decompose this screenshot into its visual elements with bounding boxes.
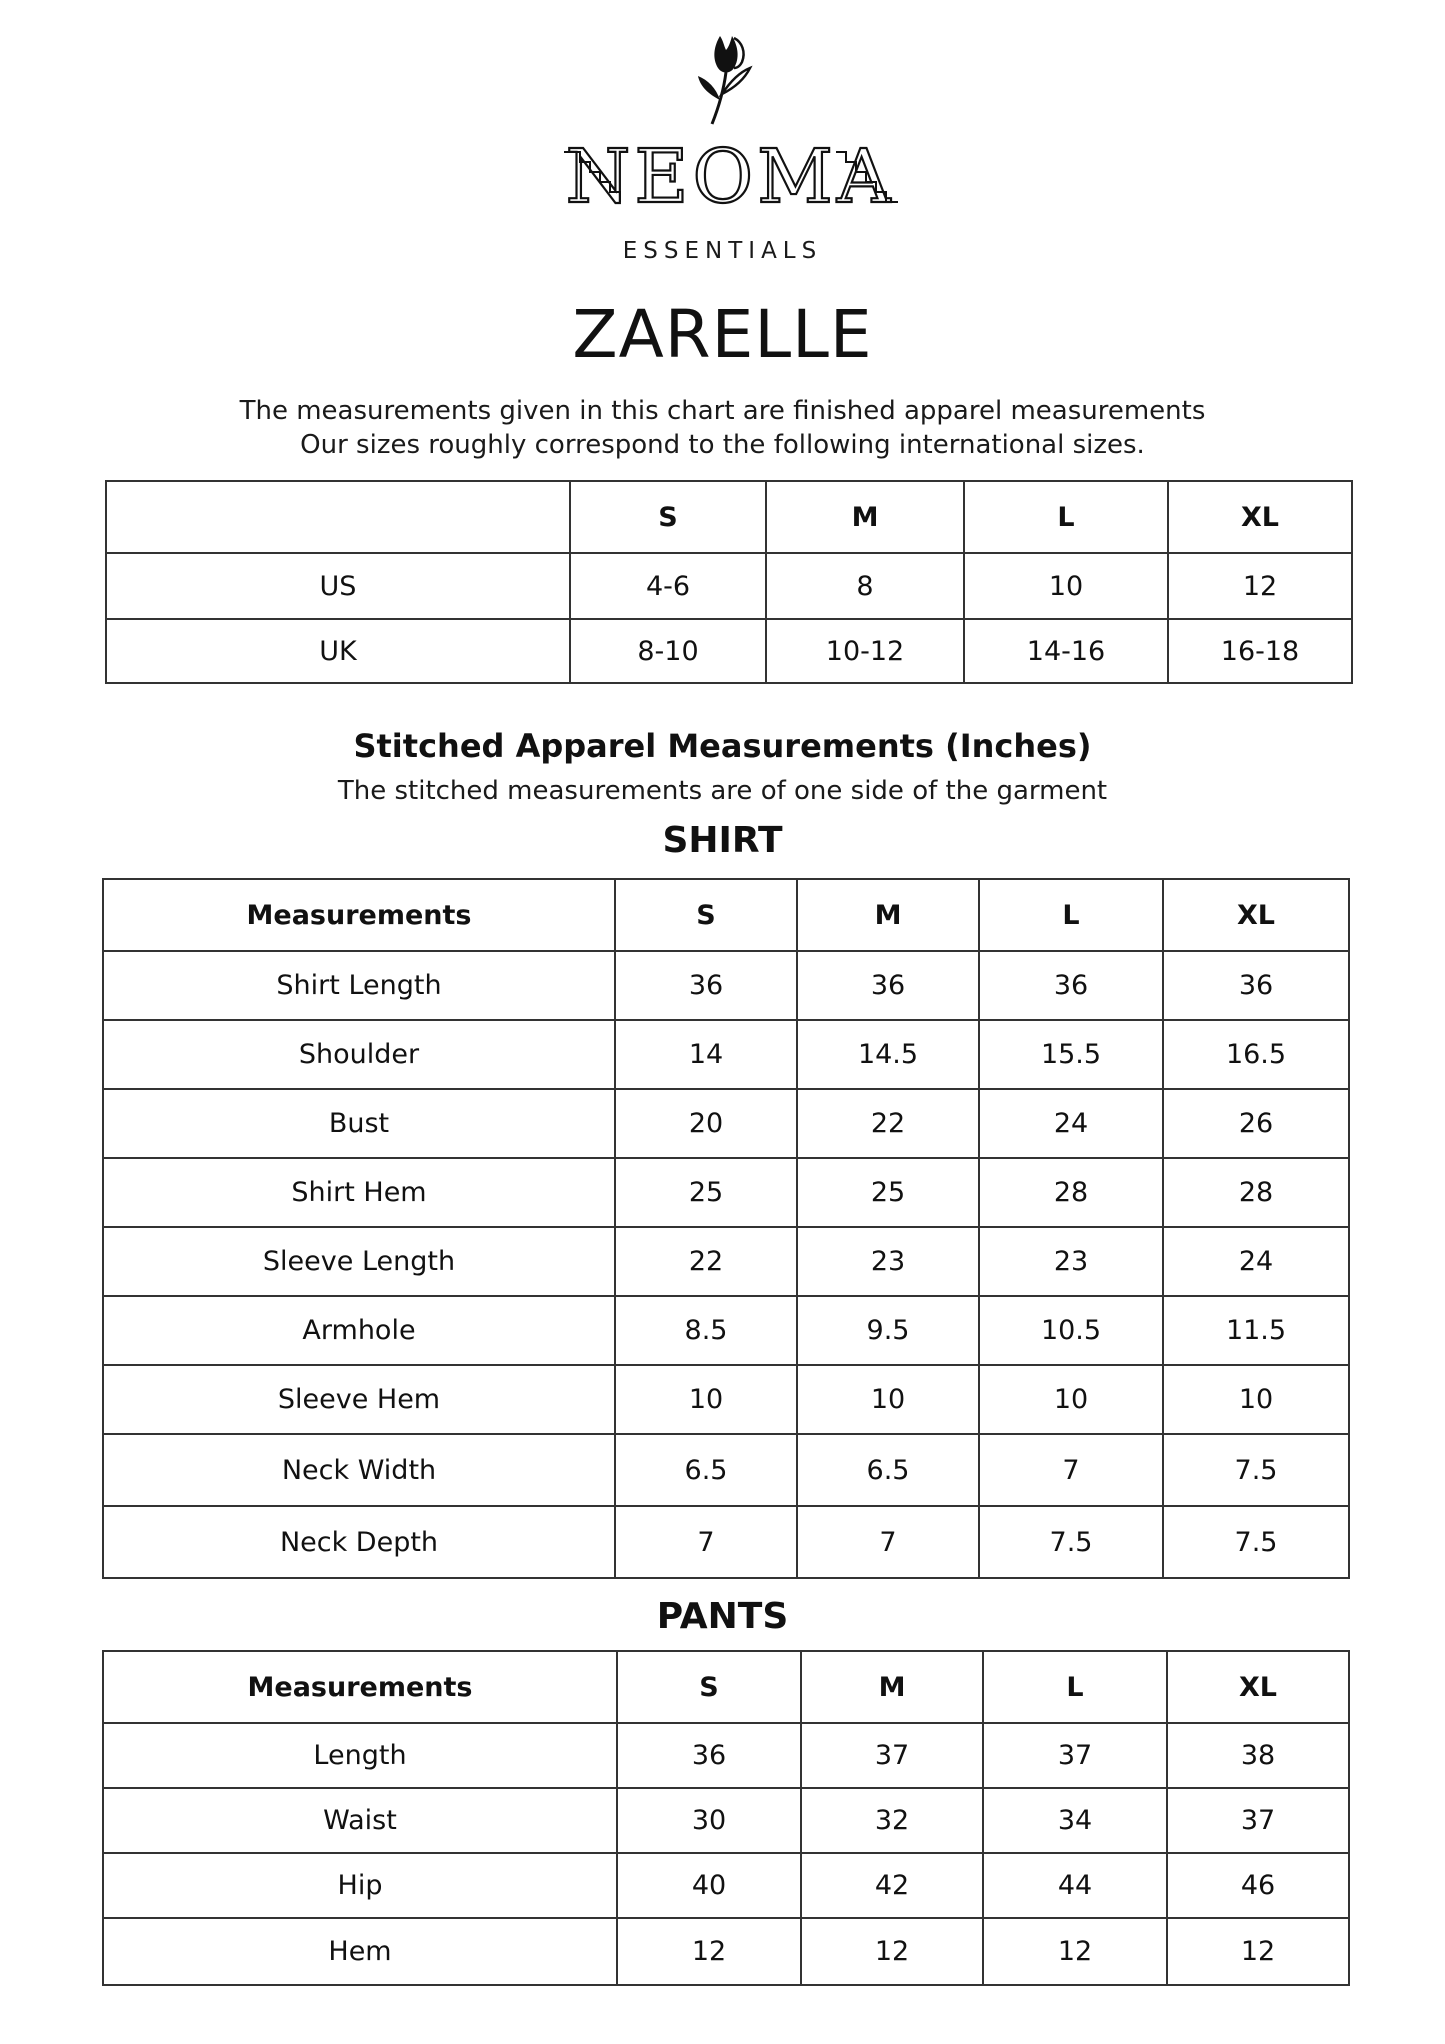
table-cell: 36 xyxy=(797,951,979,1020)
table-cell: 25 xyxy=(615,1158,797,1227)
table-cell: 15.5 xyxy=(979,1020,1163,1089)
table-cell: 36 xyxy=(615,951,797,1020)
row-label: Sleeve Length xyxy=(103,1227,615,1296)
table-cell: 34 xyxy=(983,1788,1167,1853)
row-label: Neck Depth xyxy=(103,1506,615,1578)
row-label: UK xyxy=(106,619,570,683)
row-label: Hem xyxy=(103,1918,617,1985)
row-label: Shirt Hem xyxy=(103,1158,615,1227)
table-cell: 37 xyxy=(1167,1788,1349,1853)
row-label: Waist xyxy=(103,1788,617,1853)
table-cell: 4-6 xyxy=(570,553,766,619)
table-row xyxy=(106,619,1352,683)
table-cell: 46 xyxy=(1167,1853,1349,1918)
table-cell: 12 xyxy=(617,1918,801,1985)
size-header-m: M xyxy=(766,481,964,553)
row-label: Shirt Length xyxy=(103,951,615,1020)
pants-table-header xyxy=(103,1651,1349,1723)
stitched-heading: Stitched Apparel Measurements (Inches) xyxy=(353,727,1092,765)
size-header-xl: XL xyxy=(1163,879,1349,951)
shirt-table-header xyxy=(103,879,1349,951)
table-cell: 40 xyxy=(617,1853,801,1918)
table-cell: 36 xyxy=(979,951,1163,1020)
table-cell: 10 xyxy=(615,1365,797,1434)
table-cell: 28 xyxy=(979,1158,1163,1227)
size-header-m: M xyxy=(801,1651,983,1723)
table-cell: 10 xyxy=(797,1365,979,1434)
table-row xyxy=(103,1506,1349,1578)
table-cell: 36 xyxy=(617,1723,801,1788)
tulip-icon xyxy=(690,28,762,128)
table-cell: 10.5 xyxy=(979,1296,1163,1365)
table-row xyxy=(103,1089,1349,1158)
table-cell: 7.5 xyxy=(1163,1506,1349,1578)
table-cell: 10 xyxy=(979,1365,1163,1434)
shirt-table xyxy=(102,878,1350,1579)
table-cell: 28 xyxy=(1163,1158,1349,1227)
table-row xyxy=(103,1020,1349,1089)
table-cell: 7 xyxy=(615,1506,797,1578)
table-cell: 24 xyxy=(979,1089,1163,1158)
size-header-l: L xyxy=(979,879,1163,951)
table-row xyxy=(103,1227,1349,1296)
table-cell: 42 xyxy=(801,1853,983,1918)
table-cell: 12 xyxy=(983,1918,1167,1985)
table-row xyxy=(103,1365,1349,1434)
table-cell: 12 xyxy=(801,1918,983,1985)
row-label: Bust xyxy=(103,1089,615,1158)
brand-logo xyxy=(560,138,900,214)
row-label: Neck Width xyxy=(103,1434,615,1506)
table-cell: 14.5 xyxy=(797,1020,979,1089)
table-cell: 11.5 xyxy=(1163,1296,1349,1365)
table-row xyxy=(103,951,1349,1020)
table-cell: 44 xyxy=(983,1853,1167,1918)
intro-line-2: Our sizes roughly correspond to the following international sizes. xyxy=(300,430,1145,460)
size-header-s: S xyxy=(615,879,797,951)
table-cell: 14 xyxy=(615,1020,797,1089)
table-row xyxy=(103,1853,1349,1918)
table-cell: 22 xyxy=(797,1089,979,1158)
table-row xyxy=(103,1723,1349,1788)
row-label: US xyxy=(106,553,570,619)
table-cell: 6.5 xyxy=(615,1434,797,1506)
table-row xyxy=(103,1296,1349,1365)
table-cell: 16.5 xyxy=(1163,1020,1349,1089)
table-row xyxy=(106,553,1352,619)
size-header-m: M xyxy=(797,879,979,951)
table-cell: 8-10 xyxy=(570,619,766,683)
table-cell: 37 xyxy=(801,1723,983,1788)
table-cell: 9.5 xyxy=(797,1296,979,1365)
table-cell: 10 xyxy=(964,553,1168,619)
table-cell: 6.5 xyxy=(797,1434,979,1506)
table-cell: 24 xyxy=(1163,1227,1349,1296)
table-row xyxy=(103,1918,1349,1985)
size-header-s: S xyxy=(570,481,766,553)
row-label: Armhole xyxy=(103,1296,615,1365)
table-cell: 26 xyxy=(1163,1089,1349,1158)
table-cell: 16-18 xyxy=(1168,619,1352,683)
table-row xyxy=(103,1434,1349,1506)
size-header-blank xyxy=(106,481,570,553)
table-cell: 7 xyxy=(797,1506,979,1578)
table-cell: 25 xyxy=(797,1158,979,1227)
table-cell: 14-16 xyxy=(964,619,1168,683)
table-cell: 32 xyxy=(801,1788,983,1853)
table-cell: 23 xyxy=(979,1227,1163,1296)
size-header-l: L xyxy=(983,1651,1167,1723)
table-cell: 22 xyxy=(615,1227,797,1296)
table-cell: 30 xyxy=(617,1788,801,1853)
pants-title: PANTS xyxy=(656,1596,789,1637)
table-cell: 38 xyxy=(1167,1723,1349,1788)
row-label: Shoulder xyxy=(103,1020,615,1089)
size-table xyxy=(105,480,1353,684)
intro-line-1: The measurements given in this chart are finished apparel measurements xyxy=(239,396,1206,426)
pants-table xyxy=(102,1650,1350,1986)
table-cell: 23 xyxy=(797,1227,979,1296)
table-cell: 10-12 xyxy=(766,619,964,683)
table-cell: 36 xyxy=(1163,951,1349,1020)
shirt-title: SHIRT xyxy=(662,820,783,861)
size-header-xl: XL xyxy=(1167,1651,1349,1723)
table-cell: 7 xyxy=(979,1434,1163,1506)
table-cell: 8 xyxy=(766,553,964,619)
table-cell: 12 xyxy=(1167,1918,1349,1985)
brand-tagline: ESSENTIALS xyxy=(622,238,823,264)
size-header-l: L xyxy=(964,481,1168,553)
table-cell: 8.5 xyxy=(615,1296,797,1365)
table-cell: 7.5 xyxy=(1163,1434,1349,1506)
size-header-xl: XL xyxy=(1168,481,1352,553)
table-row xyxy=(103,1158,1349,1227)
table-row xyxy=(103,1788,1349,1853)
size-header-s: S xyxy=(617,1651,801,1723)
page-title: ZARELLE xyxy=(572,296,873,373)
table-cell: 12 xyxy=(1168,553,1352,619)
row-label: Length xyxy=(103,1723,617,1788)
table-cell: 7.5 xyxy=(979,1506,1163,1578)
measurements-header: Measurements xyxy=(103,1651,617,1723)
row-label: Hip xyxy=(103,1853,617,1918)
table-cell: 10 xyxy=(1163,1365,1349,1434)
size-table-header xyxy=(106,481,1352,553)
measurements-header: Measurements xyxy=(103,879,615,951)
row-label: Sleeve Hem xyxy=(103,1365,615,1434)
stitched-subheading: The stitched measurements are of one side of the garment xyxy=(337,776,1108,806)
table-cell: 37 xyxy=(983,1723,1167,1788)
table-cell: 20 xyxy=(615,1089,797,1158)
brand-wordmark: NEOMA xyxy=(565,138,895,214)
